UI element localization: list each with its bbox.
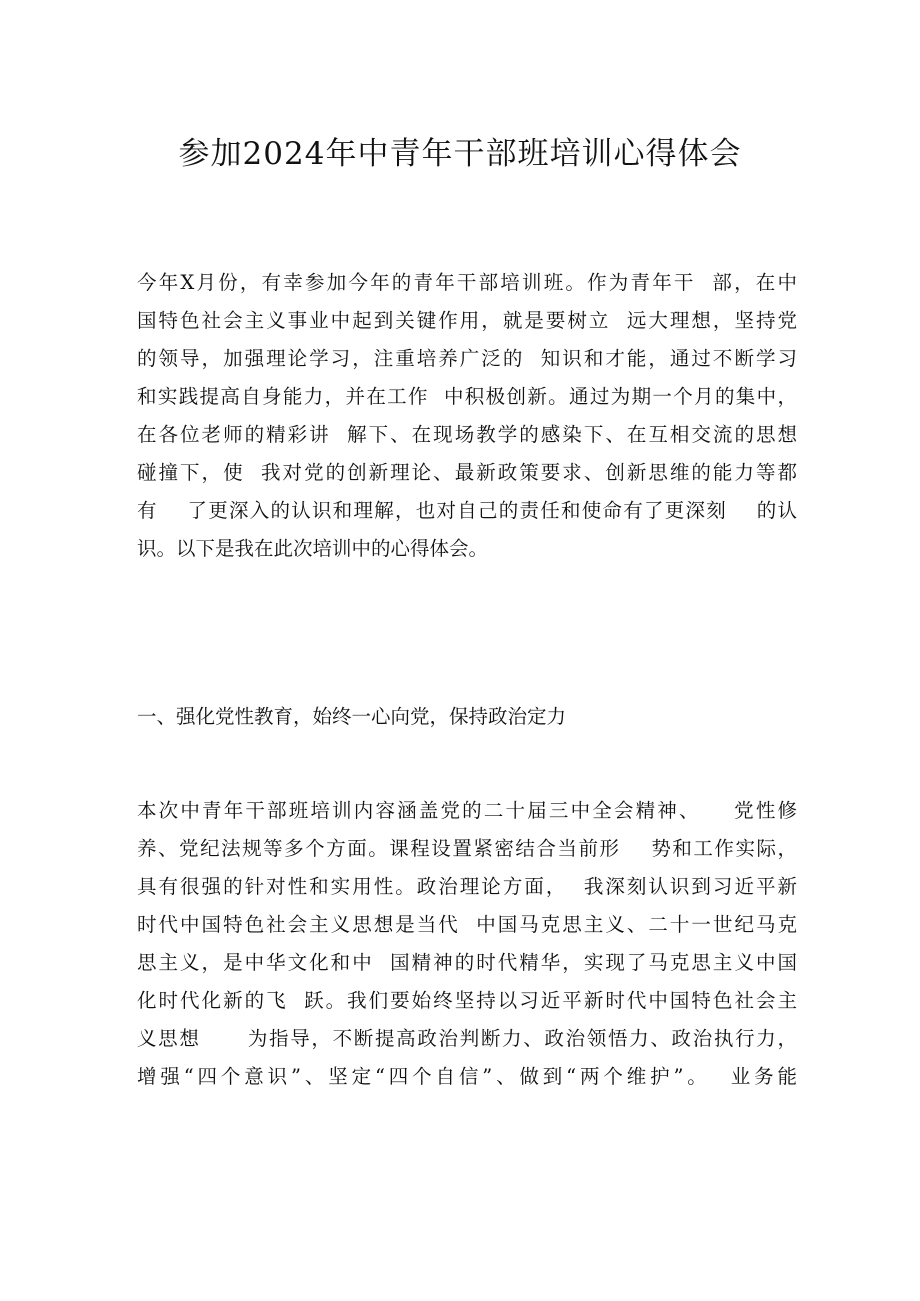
paragraph-line: 在各位老师的精彩讲 解下、在现场教学的感染下、在互相交流的思想 (137, 423, 797, 446)
paragraph-section-1 (137, 794, 797, 1098)
paragraph-line: 今年X月份，有幸参加今年的青年干部培训班。作为青年干 部，在中 (137, 271, 797, 294)
paragraph-line: 和实践提高自身能力，并在工作 中积极创新。通过为期一个月的集中， (137, 385, 797, 408)
paragraph-line: 具有很强的针对性和实用性。政治理论方面， 我深刻认识到习近平新 (137, 875, 797, 898)
paragraph-line: 时代中国特色社会主义思想是当代 中国马克思主义、二十一世纪马克 (137, 913, 797, 936)
paragraph-intro (137, 266, 797, 570)
paragraph-line: 识。以下是我在此次培训中的心得体会。 (137, 537, 489, 560)
paragraph-line: 碰撞下，使 我对党的创新理论、最新政策要求、创新思维的能力等都 (137, 461, 797, 484)
paragraph-line: 养、党纪法规等多个方面。课程设置紧密结合当前形 势和工作实际， (137, 837, 797, 860)
paragraph-line: 的领导，加强理论学习，注重培养广泛的 知识和才能，通过不断学习 (137, 347, 797, 370)
document-title: 参加2024年中青年干部班培训心得体会 (178, 136, 742, 172)
paragraph-line: 思主义，是中华文化和中 国精神的时代精华，实现了马克思主义中国 (137, 951, 797, 974)
paragraph-line: 增强“四个意识”、坚定“四个自信”、做到“两个维护”。 业务能 (137, 1065, 797, 1088)
paragraph-line: 义思想 为指导，不断提高政治判断力、政治领悟力、政治执行力， (137, 1027, 797, 1050)
paragraph-line: 有 了更深入的认识和理解，也对自己的责任和使命有了更深刻 的认 (137, 499, 797, 522)
paragraph-line: 国特色社会主义事业中起到关键作用，就是要树立 远大理想，坚持党 (137, 309, 797, 332)
section-heading: 一、强化党性教育，始终一心向党，保持政治定力 (137, 705, 567, 728)
paragraph-line: 化时代化新的飞 跃。我们要始终坚持以习近平新时代中国特色社会主 (137, 989, 797, 1012)
paragraph-line: 本次中青年干部班培训内容涵盖党的二十届三中全会精神、 党性修 (137, 799, 797, 822)
